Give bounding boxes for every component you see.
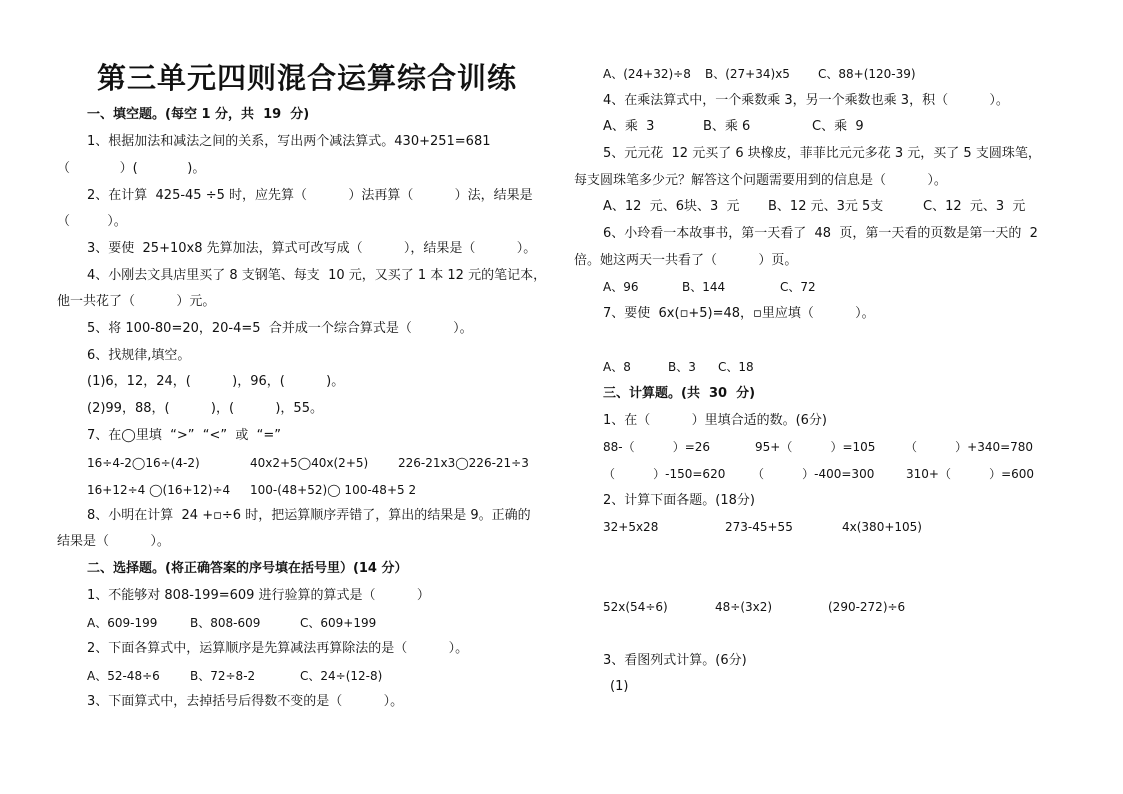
s3-q2-item: (290-272)÷6 xyxy=(828,600,906,614)
s2-q7-option: B、3 xyxy=(668,360,696,374)
s2-q2-option: A、52-48÷6 xyxy=(87,669,160,683)
s2-q7-option: A、8 xyxy=(603,360,631,374)
s3-q3-sub: (1) xyxy=(610,679,629,694)
s2-q1-option: B、808-609 xyxy=(190,616,261,630)
s2-q1-option: C、609+199 xyxy=(300,616,377,630)
s2-q6-option: C、72 xyxy=(780,280,816,294)
s2-q3-option: C、88+(120-39) xyxy=(818,67,916,81)
s1-q2-line2: （ ）。 xyxy=(57,214,127,229)
s2-q1: 1、不能够对 808-199=609 进行验算的算式是（ ） xyxy=(87,588,430,603)
s2-q3-option: B、(27+34)x5 xyxy=(705,67,790,81)
s3-q2: 2、计算下面各题。(18分) xyxy=(603,493,755,508)
section2-heading: 二、选择题。(将正确答案的序号填在括号里）(14 分） xyxy=(87,561,408,576)
s1-q7-expr: 100-(48+52)◯ 100-48+5 2 xyxy=(250,483,417,497)
s1-q4-line2: 他一共花了（ ）元。 xyxy=(57,294,216,309)
s1-q7: 7、在◯里填 “>” “<” 或 “=” xyxy=(87,428,281,443)
s3-q3: 3、看图列式计算。(6分) xyxy=(603,653,747,668)
s2-q4-option: A、乘 3 xyxy=(603,119,655,134)
s3-q1-item: （ ）+340=780 xyxy=(905,440,1034,454)
s1-q1-line1: 1、根据加法和减法之间的关系，写出两个减法算式。430+251=681 xyxy=(87,134,491,149)
s1-q6-2: (2)99，88，( )，( )，55。 xyxy=(87,401,323,416)
s2-q5-option: C、12 元、3 元 xyxy=(923,199,1026,214)
s3-q2-item: 52x(54÷6) xyxy=(603,600,668,614)
s1-q5: 5、将 100-80=20，20-4=5 合并成一个综合算式是（ ）。 xyxy=(87,321,473,336)
s1-q7-expr: 40x2+5◯40x(2+5) xyxy=(250,456,369,470)
s2-q5-option: B、12 元、3元 5支 xyxy=(768,199,884,214)
s1-q8-line2: 结果是（ ）。 xyxy=(57,534,170,549)
s3-q2-item: 32+5x28 xyxy=(603,520,659,534)
s2-q6-option: B、144 xyxy=(682,280,726,294)
s2-q5-option: A、12 元、6块、3 元 xyxy=(603,199,740,214)
s2-q5-line1: 5、元元花 12 元买了 6 块橡皮，菲菲比元元多花 3 元，买了 5 支圆珠笔， xyxy=(603,146,1041,161)
s1-q4-line1: 4、小刚去文具店里买了 8 支钢笔、每支 10 元，又买了 1 本 12 元的笔记本， xyxy=(87,268,547,283)
s1-q7-expr: 16÷4-2◯16÷(4-2) xyxy=(87,456,200,470)
s3-q2-item: 4x(380+105) xyxy=(842,520,922,534)
s2-q2: 2、下面各算式中，运算顺序是先算减法再算除法的是（ ）。 xyxy=(87,641,469,656)
section3-heading: 三、计算题。(共 30 分) xyxy=(603,386,756,401)
s2-q6-line2: 倍。她这两天一共看了（ ）页。 xyxy=(574,253,798,268)
s3-q1-item: 95+（ ）=105 xyxy=(755,440,876,454)
s2-q7-option: C、18 xyxy=(718,360,754,374)
s1-q6-1: (1)6，12，24，( )，96，( )。 xyxy=(87,374,345,389)
s2-q3: 3、下面算式中，去掉括号后得数不变的是（ ）。 xyxy=(87,694,404,709)
s3-q1: 1、在（ ）里填合适的数。(6分) xyxy=(603,413,828,428)
title: 第三单元四则混合运算综合训练 xyxy=(97,61,518,95)
s3-q2-item: 273-45+55 xyxy=(725,520,793,534)
s1-q2-line1: 2、在计算 425-45 ÷5 时，应先算（ ）法再算（ ）法，结果是 xyxy=(87,188,533,203)
s2-q4-option: B、乘 6 xyxy=(703,119,751,134)
s2-q1-option: A、609-199 xyxy=(87,616,158,630)
s1-q1-line2: （ ）( )。 xyxy=(57,161,206,176)
s2-q6-option: A、96 xyxy=(603,280,639,294)
s3-q1-item: （ ）-400=300 xyxy=(752,467,875,481)
s2-q5-line2: 每支圆珠笔多少元？解答这个问题需要用到的信息是（ ）。 xyxy=(574,173,947,188)
section1-heading: 一、填空题。(每空 1 分，共 19 分) xyxy=(87,107,310,122)
s3-q1-item: （ ）-150=620 xyxy=(603,467,726,481)
s3-q1-item: 88-（ ）=26 xyxy=(603,440,711,454)
s3-q1-item: 310+（ ）=600 xyxy=(906,467,1035,481)
s2-q2-option: B、72÷8-2 xyxy=(190,669,256,683)
s1-q7-expr: 226-21x3◯226-21÷3 xyxy=(398,456,529,470)
s1-q7-expr: 16+12÷4 ◯(16+12)÷4 xyxy=(87,483,231,497)
s2-q4: 4、在乘法算式中，一个乘数乘 3，另一个乘数也乘 3，积（ ）。 xyxy=(603,93,1009,108)
s2-q6-line1: 6、小玲看一本故事书，第一天看了 48 页，第一天看的页数是第一天的 2 xyxy=(603,226,1038,241)
s3-q2-item: 48÷(3x2) xyxy=(715,600,773,614)
s1-q6: 6、找规律,填空。 xyxy=(87,348,191,363)
s1-q8-line1: 8、小明在计算 24 +▫÷6 时，把运算顺序弄错了，算出的结果是 9。正确的 xyxy=(87,508,531,523)
s2-q2-option: C、24÷(12-8) xyxy=(300,669,383,683)
s1-q3: 3、要使 25+10x8 先算加法，算式可改写成（ ），结果是（ ）。 xyxy=(87,241,537,256)
s2-q3-option: A、(24+32)÷8 xyxy=(603,67,691,81)
s2-q7: 7、要使 6x(▫+5)=48，▫里应填（ ）。 xyxy=(603,306,875,321)
s2-q4-option: C、乘 9 xyxy=(812,119,864,134)
